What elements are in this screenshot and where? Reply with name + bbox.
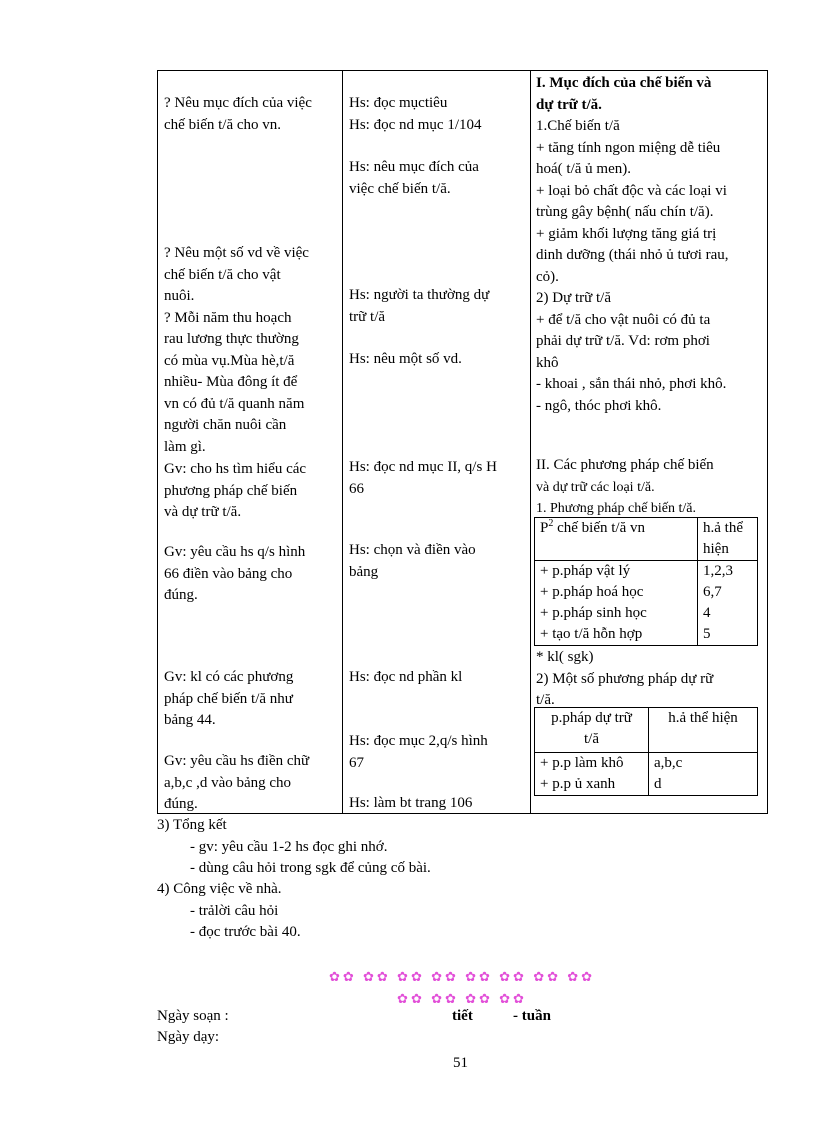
- table2-header-right: [649, 708, 758, 753]
- text-line: t/ă.: [536, 692, 555, 708]
- table2-body-left: [535, 753, 649, 796]
- col1-block-2: [164, 243, 336, 458]
- page-number: 51: [453, 1055, 468, 1071]
- text-line: 66 điền vào bảng cho: [164, 565, 293, 582]
- col2-block-1: [349, 93, 524, 136]
- text-line: chế biến t/ă cho vn.: [164, 116, 282, 133]
- text-line: Gv: yêu cầu hs điền chữ: [164, 753, 310, 769]
- text-line: rau lương thực thường: [164, 331, 299, 347]
- col1-block-5: [164, 667, 336, 732]
- text-line: trữ t/ă: [349, 308, 386, 325]
- text-line: Hs: đọc nd mục 1/104: [349, 116, 482, 133]
- text-line: I. Mục đích của chế biến và: [536, 75, 712, 91]
- text-line: nhiều- Mùa đông ít để: [164, 374, 298, 390]
- text-line: Gv: yêu cầu hs q/s hình: [164, 544, 306, 560]
- summary-title: 3) Tổng kết: [157, 817, 227, 833]
- text-line: vn có đủ t/ă quanh năm: [164, 395, 305, 412]
- col3-block-2: [536, 455, 762, 520]
- homework-title: 4) Công việc về nhà.: [157, 881, 282, 897]
- table-cell-line: 6,7: [703, 584, 722, 600]
- text-line: trùng gây bệnh( nấu chín t/ă).: [536, 204, 714, 220]
- processing-methods-table: [534, 517, 758, 646]
- col2-block-4: [349, 349, 524, 371]
- text-line: hiện: [703, 541, 729, 557]
- teach-date-label: Ngày dạy:: [157, 1029, 220, 1045]
- col2-block-7: [349, 667, 524, 689]
- lesson-plan-table: [157, 70, 768, 814]
- text-line: - khoai , sắn thái nhỏ, phơi khô.: [536, 376, 727, 392]
- text-line: phương pháp chế biến: [164, 482, 298, 499]
- table-cell-line: 4: [703, 605, 711, 621]
- table1-header-left: [535, 518, 698, 561]
- text-line: 1.Chế biến t/ă: [536, 118, 620, 134]
- col2-block-3: [349, 285, 524, 328]
- text-line: phải dự trữ t/ă. Vd: rơm phơi: [536, 333, 710, 349]
- table1-header-right: [698, 518, 758, 561]
- flower-divider: ✿✿ ✿✿ ✿✿ ✿✿ ✿✿ ✿✿ ✿✿ ✿✿ ✿✿ ✿✿ ✿✿ ✿✿: [328, 969, 596, 1006]
- text-line: người chăn nuôi cần: [164, 417, 287, 433]
- summary-item: - dùng câu hỏi trong sgk để củng cố bài.: [190, 860, 431, 876]
- col2-block-8: [349, 731, 524, 774]
- homework-item: - trảlời câu hỏi: [190, 903, 279, 919]
- table-cell-line: 1,2,3: [703, 563, 733, 579]
- text-line: việc chế biến t/ă.: [349, 180, 451, 197]
- text-line: làm gì.: [164, 438, 206, 455]
- text-line: 67: [349, 754, 364, 771]
- col3-block-1: [536, 116, 762, 417]
- week-label: - tuần: [513, 1008, 551, 1024]
- table-cell-line: d: [654, 776, 662, 792]
- text-line: Hs: đọc nd phần kl: [349, 669, 463, 685]
- period-label: tiết: [452, 1008, 473, 1024]
- text-line: và dự trữ t/ă.: [164, 504, 242, 520]
- table-cell-line: + p.p làm khô: [540, 755, 624, 771]
- text-line: 1. Phương pháp chế biến t/ă.: [536, 501, 697, 516]
- homework-item: - đọc trước bài 40.: [190, 924, 301, 940]
- text-line: khô: [536, 354, 559, 371]
- col1-block-3: [164, 459, 336, 524]
- text-line: 2) Dự trữ t/ă: [536, 290, 611, 306]
- text-line: Hs: đọc mụctiêu: [349, 95, 448, 111]
- text-line: ? Nêu một số vd về việc: [164, 245, 309, 261]
- text-line: cỏ).: [536, 268, 559, 285]
- text-line: * kl( sgk): [536, 649, 594, 665]
- col1-block-6: [164, 751, 336, 816]
- text-span: h.ả thể hiện: [668, 710, 738, 726]
- text-line: Hs: nêu một số vd.: [349, 351, 462, 367]
- superscript: 2: [548, 518, 554, 529]
- table2-header-left: [535, 708, 649, 753]
- table1-body-left: [535, 561, 698, 646]
- table-cell-line: 5: [703, 626, 711, 642]
- table-cell-line: + p.pháp hoá học: [540, 584, 644, 600]
- col1-block-1: [164, 93, 336, 136]
- text-line: 2) Một số phương pháp dự rữ: [536, 670, 714, 687]
- content-column: [531, 71, 768, 814]
- student-activity-column: [343, 71, 531, 814]
- col2-block-5: [349, 457, 524, 500]
- text-line: - ngô, thóc phơi khô.: [536, 397, 662, 414]
- text-line: 66: [349, 480, 364, 497]
- text-line: Gv: kl có các phương: [164, 669, 294, 685]
- text-line: bảng 44.: [164, 712, 216, 728]
- text-line: Hs: đọc nd mục II, q/s H: [349, 459, 497, 475]
- text-line: + loại bỏ chất độc và các loại vi: [536, 182, 727, 199]
- col2-block-2: [349, 157, 524, 200]
- teacher-activity-column: [158, 71, 343, 814]
- text-line: bảng: [349, 563, 379, 580]
- text-line: + tăng tính ngon miệng dễ tiêu: [536, 139, 721, 156]
- text-line: dự trữ t/ă.: [536, 96, 602, 113]
- text-line: có mùa vụ.Mùa hè,t/ă: [164, 352, 295, 369]
- text-line: Hs: người ta thường dự: [349, 287, 490, 303]
- text-line: ? Mỗi năm thu hoạch: [164, 309, 292, 326]
- storage-methods-table: [534, 707, 758, 796]
- text-line: a,b,c ,d vào bảng cho: [164, 774, 292, 791]
- text-line: nuôi.: [164, 288, 195, 304]
- text-line: p.pháp dự trữ: [551, 710, 632, 726]
- text-line: Gv: cho hs tìm hiểu các: [164, 461, 307, 477]
- text-line: và dự trữ các loại t/ă.: [536, 479, 655, 495]
- col3-block-3: [536, 647, 762, 712]
- text-line: đúng.: [164, 796, 198, 812]
- text-line: + để t/ă cho vật nuôi có đủ ta: [536, 311, 711, 328]
- section-heading-1: [536, 73, 762, 116]
- text-line: Hs: đọc mục 2,q/s hình: [349, 733, 488, 749]
- table-cell-line: + tạo t/ă hỗn hợp: [540, 626, 643, 642]
- text-line: dinh dưỡng (thái nhỏ ủ tươi rau,: [536, 247, 729, 263]
- text-line: ? Nêu mục đích của việc: [164, 95, 312, 111]
- table-cell-line: + p.pháp sinh học: [540, 605, 647, 621]
- text-line: t/ă: [584, 731, 599, 747]
- table2-body-right: [649, 753, 758, 796]
- table-cell-line: + p.pháp vật lý: [540, 563, 631, 579]
- text-line: đúng.: [164, 587, 198, 603]
- col1-block-4: [164, 542, 336, 607]
- table-cell-line: + p.p ủ xanh: [540, 776, 616, 792]
- text-line: pháp chế biến t/ă như: [164, 690, 293, 707]
- text-line: Hs: nêu mục đích của: [349, 159, 479, 175]
- text-span: P: [540, 520, 549, 536]
- text-line: + giảm khối lượng tăng giá trị: [536, 225, 717, 242]
- table-cell-line: a,b,c: [654, 755, 683, 771]
- text-span: chế biến t/ă vn: [553, 520, 645, 536]
- text-line: Hs: làm bt trang 106: [349, 795, 473, 811]
- prep-date-label: Ngày soạn :: [157, 1008, 229, 1024]
- col2-block-9: [349, 793, 524, 815]
- text-line: II. Các phương pháp chế biến: [536, 457, 714, 473]
- text-line: chế biến t/ă cho vật: [164, 266, 281, 283]
- text-line: hoá( t/ă ủ men).: [536, 161, 631, 177]
- col2-block-6: [349, 540, 524, 583]
- summary-item: - gv: yêu cầu 1-2 hs đọc ghi nhớ.: [190, 839, 388, 855]
- text-line: h.ả thể: [703, 520, 743, 536]
- table1-body-right: [698, 561, 758, 646]
- text-line: Hs: chọn và điền vào: [349, 542, 476, 558]
